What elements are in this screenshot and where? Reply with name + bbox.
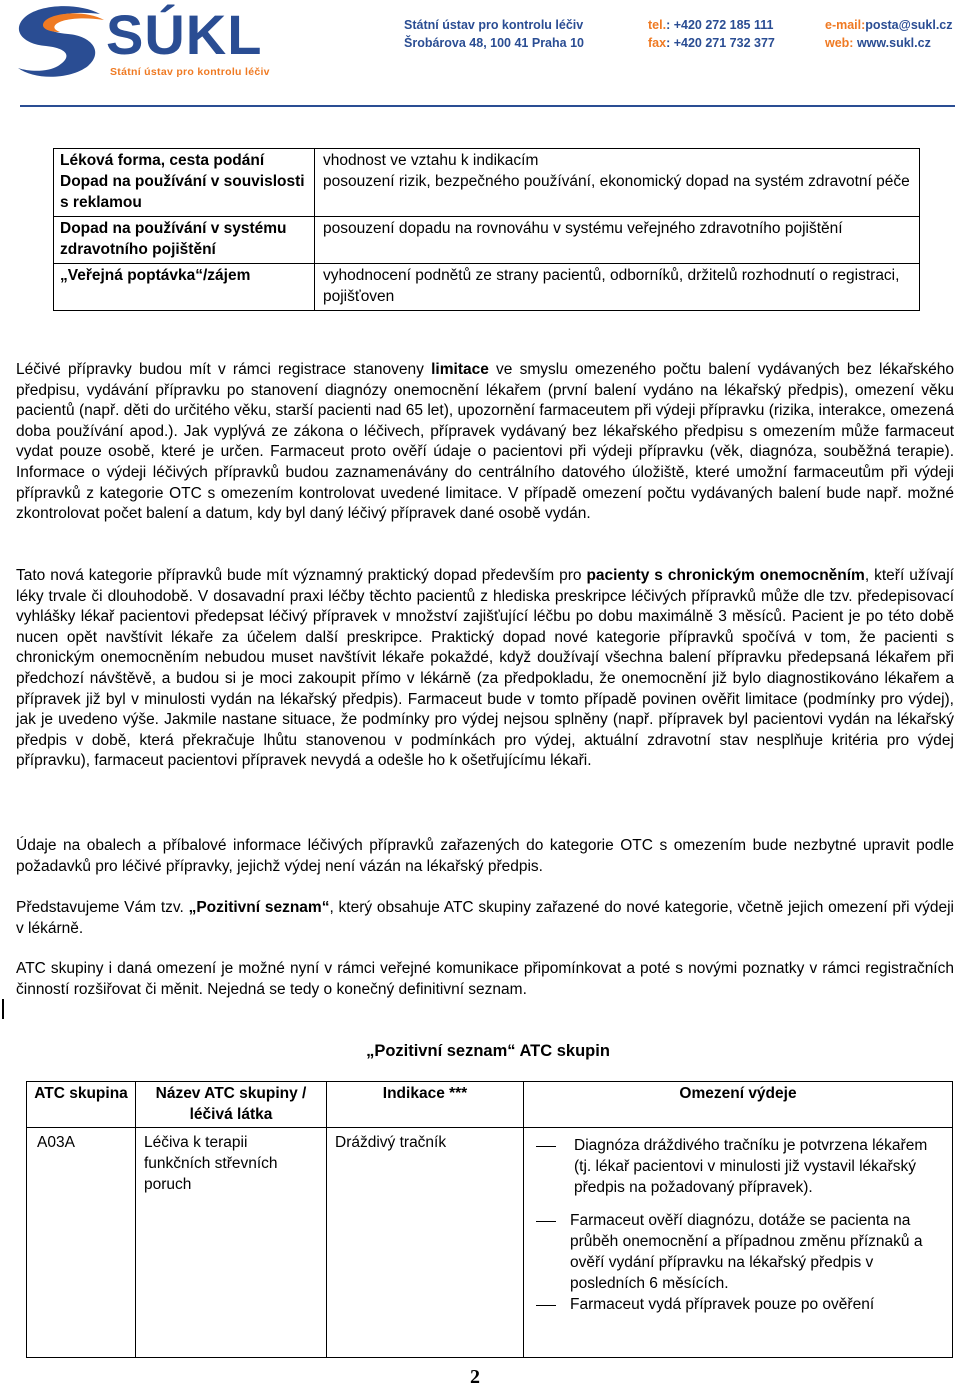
positive-list-title: „Pozitivní seznam“ ATC skupin: [366, 1042, 610, 1060]
institute-address: Šrobárova 48, 100 41 Praha 10: [404, 36, 584, 50]
paragraph-packaging: Údaje na obalech a příbalové informace léčivých přípravků zařazených do kategorie OTC s omezením bude nezbytné upravit podle požadavků pro léčivé přípravky, jejichž výdej není vázán na lékařský předpis.: [16, 837, 954, 875]
criteria-value-cell: [315, 217, 920, 264]
restriction-list: [532, 1135, 944, 1315]
list-item: Farmaceut vydá přípravek pouze po ověření: [532, 1294, 944, 1315]
criteria-label-cell: [54, 149, 315, 217]
header-name: Název ATC skupiny / léčivá látka: [136, 1082, 327, 1128]
list-item: Farmaceut ověří diagnózu, dotáže se pacienta na průběh onemocnění a případnou změnu příznaků a ověří vydání přípravku na lékařský předpis v posledních 6 měsících.: [532, 1210, 944, 1294]
criteria-label: Dopad na používání v systému zdravotního pojištění: [60, 220, 287, 258]
web-line[interactable]: web: www.sukl.cz: [825, 36, 931, 50]
revision-bar: [2, 999, 4, 1019]
paragraph-limitations: Léčivé přípravky budou mít v rámci registrace stanoveny limitace ve smyslu omezeného počtu balení vydávaných bez lékařského předpisu, vydávání přípravku po stanovení diagnózy onemocnění lékařem (první balení vydáno na lékařský předpis), omezení věku pacientů (např. děti do určitého věku, starší pacienti nad 65 let), upozornění farmaceutem při výdeji přípravku (rizika, interakce, omezená doba používání apod.). Jak vyplývá ze zákona o léčivech, přípravek vydávaný bez lékařského předpisu s omezením může farmaceut vydat pouze osobě, které je určen. Farmaceut proto ověří údaje o pacientovi při výdeji přípravku (věk, diagnóza, souběžná terapie). Informace o výdeji léčivých přípravků budou zaznamenávány do centrálního datového úložiště, které umožní farmaceutům při výdeji přípravků z kategorie OTC s omezením kontrolovat uvedené limitace. V případě omezení počtu vydávaných balení bude např. možné zkontrolovat počet balení a datum, kdy byl daný léčivý přípravek dané osobě vydán.: [16, 361, 954, 523]
phone-block: [648, 16, 775, 52]
table-header-row: [27, 1082, 953, 1128]
logo-subtitle: Státní ústav pro kontrolu léčiv: [110, 66, 270, 78]
criteria-value-cell: [315, 264, 920, 311]
emphasis: pacienty s chronickým onemocněním: [586, 567, 865, 584]
header-divider: [20, 105, 955, 107]
phone-line: tel.: +420 272 185 111: [648, 18, 774, 32]
table-row: [54, 149, 920, 217]
email-line[interactable]: e-mail:posta@sukl.cz: [825, 18, 953, 32]
header-restriction: Omezení výdeje: [524, 1082, 953, 1128]
cell-name: Léčiva k terapii funkčních střevních poruch: [136, 1128, 327, 1358]
letterhead: [0, 0, 960, 108]
criteria-value: posouzení dopadu na rovnováhu v systému veřejného zdravotního pojištění: [323, 220, 843, 237]
paragraph-intro-list: Představujeme Vám tzv. „Pozitivní seznam“, který obsahuje ATC skupiny zařazené do nové kategorie, včetně jejich omezení při výdeji v lékárně.: [16, 899, 954, 937]
sukl-logo-mark-icon: [8, 0, 108, 80]
cell-restrictions: [524, 1128, 953, 1358]
paragraph-chronic-patients: Tato nová kategorie přípravků bude mít významný praktický dopad především pro pacienty s chronickým onemocněním, kteří užívají léky trvale či dlouhodobě. V dosavadní praxi léčby těchto pacientů z hlediska preskripce léčivých přípravků může dle tzv. předepisovací vyhlášky lékař pacientovi předepsat léčivý přípravek v množství zajišťující léčbu po dobu maximálně 3 měsíců. Pacient je po této době nucen opět navštívit lékaře za účelem další preskripce. Praktický dopad nové kategorie přípravků spočívá v tom, že pacienti s chronickým onemocněním nebudou muset navštívit lékaře pokaždé, když doužívají všechna balení přípravku předepsaná lékařem při předchozí návštěvě, a budou si je moci zakoupit přímo v lékárně (za předpokladu, že onemocnění již bylo diagnostikováno lékařem a přípravek již byl v minulosti vydán na lékařský předpis). Farmaceut bude v tomto případě povinen ověřit limitace (podmínky pro výdej), jak je uvedeno výše. Jakmile nastane situace, že podmínky pro výdej nejsou splněny (např. přípravek byl pacientovi vydán na lékařský předpis v době, která překračuje lhůtu stanovenou v podmínkách pro výdej, aktuální zdravotní stav nesplňuje kritéria pro výdej přípravku), farmaceut pacientovi přípravek nevydá a odešle ho k ošetřujícímu lékaři.: [16, 567, 954, 770]
fax-line: fax: +420 271 732 377: [648, 36, 775, 50]
table-row: [54, 217, 920, 264]
header-atc: ATC skupina: [27, 1082, 136, 1128]
criteria-label-cell: [54, 217, 315, 264]
criteria-label: „Veřejná poptávka“/zájem: [60, 267, 251, 284]
criteria-label: Léková forma, cesta podání: [60, 152, 265, 169]
emphasis: „Pozitivní seznam“: [188, 899, 330, 916]
atc-table: [26, 1081, 953, 1358]
table-row: [27, 1128, 953, 1358]
criteria-value: posouzení rizik, bezpečného používání, ekonomický dopad na systém zdravotní péče: [323, 173, 910, 190]
list-item: Diagnóza dráždivého tračníku je potvrzena lékařem (tj. lékař pacientovi v minulosti již vystavil lékařský předpis na požadovaný přípravek).: [532, 1135, 944, 1198]
cell-atc: A03A: [27, 1128, 136, 1358]
table-row: [54, 264, 920, 311]
logo-wordmark: SÚKL: [106, 3, 263, 66]
criteria-value: vyhodnocení podnětů ze strany pacientů, odborníků, držitelů rozhodnutí o registraci, pojišťoven: [323, 267, 900, 305]
institute-name: Státní ústav pro kontrolu léčiv: [404, 18, 584, 32]
header-indication: Indikace ***: [327, 1082, 524, 1128]
contact-block: [825, 16, 953, 52]
criteria-value-cell: [315, 149, 920, 217]
criteria-value: vhodnost ve vztahu k indikacím: [323, 152, 539, 169]
criteria-label-cell: [54, 264, 315, 311]
criteria-table: [53, 148, 920, 311]
paragraph-comments: ATC skupiny i daná omezení je možné nyní v rámci veřejné komunikace připomínkovat a poté s novými poznatky v rámci registračních činností rozšiřovat či měnit. Nejedná se tedy o konečný definitivní seznam.: [16, 960, 954, 998]
cell-indication: Dráždivý tračník: [327, 1128, 524, 1358]
sukl-logo: [8, 0, 288, 90]
criteria-label: Dopad na používání v souvislosti s reklamou: [60, 173, 305, 211]
page-number: 2: [470, 1366, 480, 1388]
emphasis: limitace: [431, 361, 489, 378]
institute-block: [404, 16, 584, 52]
